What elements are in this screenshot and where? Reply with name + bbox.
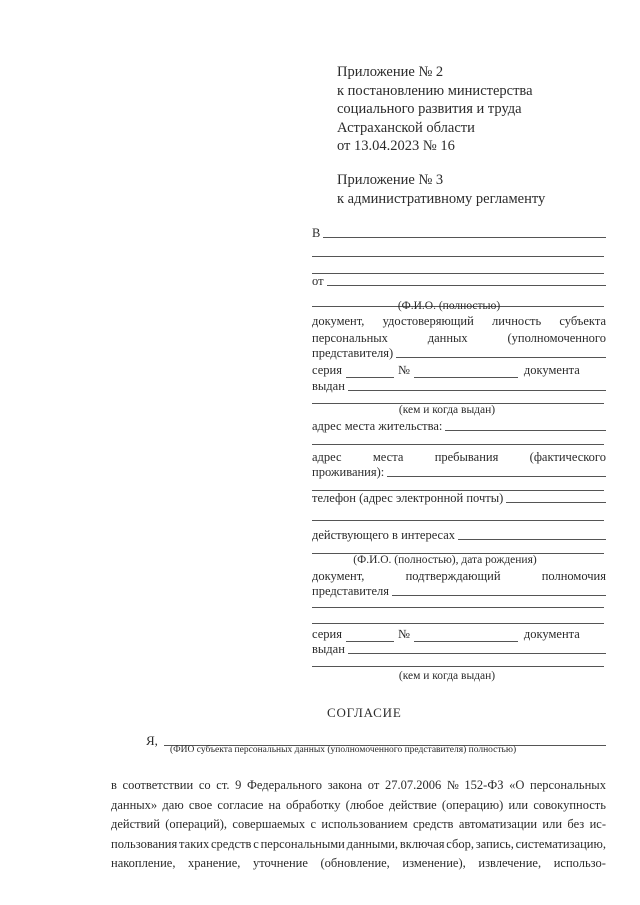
rep-doc-line-1 xyxy=(312,569,606,584)
number-label: № xyxy=(397,363,410,377)
number2-field[interactable] xyxy=(414,630,518,642)
header-line: от 13.04.2023 № 16 xyxy=(337,138,455,154)
from-label: от xyxy=(312,274,324,288)
addressee-field[interactable] xyxy=(323,236,606,238)
word: в xyxy=(111,778,117,792)
issued2-caption: (кем и когда выдан) xyxy=(398,670,496,682)
word: накопление, xyxy=(111,856,176,870)
word: места xyxy=(372,450,404,464)
word: извлечение, xyxy=(478,856,542,870)
word: ст. xyxy=(216,778,230,792)
blank-line[interactable] xyxy=(312,444,604,445)
rep-doc-label: представителя xyxy=(312,584,389,598)
word: закона xyxy=(327,778,363,792)
word: сбор, xyxy=(446,836,474,851)
word: персональными xyxy=(260,836,345,851)
document-label: документа xyxy=(523,363,580,377)
phone-field[interactable] xyxy=(506,501,606,503)
issued-label: выдан xyxy=(312,379,345,393)
id-doc-field[interactable] xyxy=(396,356,606,358)
word: 152-ФЗ xyxy=(464,778,504,792)
word: адрес xyxy=(312,450,342,464)
body-line xyxy=(111,835,606,855)
word: средств xyxy=(211,836,252,851)
residence-row xyxy=(312,419,606,434)
consent-title: СОГЛАСИЕ xyxy=(327,705,402,720)
word: «О xyxy=(509,778,525,792)
series-row xyxy=(312,363,606,378)
id-doc-line-1 xyxy=(312,314,606,329)
header-line: Приложение № 2 xyxy=(337,64,444,80)
addressee-row xyxy=(312,226,606,241)
ya-label: Я, xyxy=(146,733,158,748)
word: ис- xyxy=(589,817,606,831)
word: действий xyxy=(111,817,160,831)
blank-line[interactable] xyxy=(312,666,604,667)
word: документ, xyxy=(312,314,365,328)
word: полномочия xyxy=(541,569,606,583)
word: (уполномоченного xyxy=(507,331,606,345)
word: обработку xyxy=(285,797,341,812)
word: даю xyxy=(162,797,184,812)
word: систематизацию, xyxy=(515,836,606,851)
word: использованием xyxy=(321,817,408,831)
body-line xyxy=(111,776,606,796)
issued2-field[interactable] xyxy=(348,652,606,654)
body-line xyxy=(111,796,606,816)
series2-row xyxy=(312,627,606,642)
document2-label: документа xyxy=(523,627,580,641)
body-line xyxy=(111,854,606,874)
number2-label: № xyxy=(397,627,410,641)
id-doc-line-2 xyxy=(312,331,606,346)
representative-row xyxy=(312,346,606,361)
word: согласие xyxy=(217,797,264,812)
blank-line[interactable] xyxy=(312,520,604,521)
header-line: Астраханской области xyxy=(337,119,475,136)
stay-line-1 xyxy=(312,450,606,465)
word: Федерального xyxy=(247,778,323,792)
word: субъекта xyxy=(559,314,606,328)
rep-doc-row xyxy=(312,584,606,599)
representative-label: представителя) xyxy=(312,346,394,360)
body-line xyxy=(111,815,606,835)
word: пребывания xyxy=(434,450,499,464)
word: со xyxy=(198,778,211,792)
word: пользования xyxy=(111,836,178,851)
number-field[interactable] xyxy=(414,366,518,378)
word: изменение), xyxy=(402,856,466,870)
word: соответствии xyxy=(122,778,194,792)
series-field[interactable] xyxy=(346,366,394,378)
word: от xyxy=(367,778,380,792)
acting-field[interactable] xyxy=(458,538,606,540)
word: уточнение xyxy=(252,856,308,870)
word: (операцию) xyxy=(441,797,504,812)
addressee-label: В xyxy=(312,226,321,240)
word: данных» xyxy=(111,797,158,812)
series2-field[interactable] xyxy=(346,630,394,642)
word: личность xyxy=(492,314,542,328)
word: без xyxy=(567,817,585,831)
word: (фактического xyxy=(529,450,606,464)
issued2-row xyxy=(312,642,606,657)
word: действие xyxy=(388,797,437,812)
stay-label: проживания): xyxy=(312,465,385,479)
blank-line[interactable] xyxy=(312,607,604,608)
issued-row xyxy=(312,379,606,394)
word: персональных xyxy=(530,778,606,792)
word: данными, xyxy=(346,836,399,851)
word: данных xyxy=(427,331,468,345)
blank-line[interactable] xyxy=(312,623,604,624)
word: автоматизации xyxy=(458,817,538,831)
residence-label: адрес места жительства: xyxy=(312,419,443,433)
header-line: Приложение № 3 xyxy=(337,172,444,188)
word: запись, xyxy=(475,836,514,851)
acting-label: действующего в интересах xyxy=(312,528,456,542)
acting-row xyxy=(312,528,606,543)
word: (обновление, xyxy=(320,856,390,870)
word: 9 xyxy=(235,778,242,792)
rep-caption: (Ф.И.О. (полностью), дата рождения) xyxy=(353,554,537,566)
from-row xyxy=(312,274,606,289)
fio-caption: (Ф.И.О. (полностью) xyxy=(397,300,501,312)
word: персональных xyxy=(312,331,388,345)
word: или xyxy=(542,817,563,831)
header-line: социального развития и труда xyxy=(337,101,522,117)
header-line: к постановлению министерства xyxy=(337,82,533,99)
word: № xyxy=(446,778,459,792)
issued-caption: (кем и когда выдан) xyxy=(398,404,496,416)
appendix-2-header xyxy=(337,63,607,156)
word: на xyxy=(268,797,281,812)
word: подтверждающий xyxy=(405,569,501,583)
word: совокупность xyxy=(533,797,606,812)
consent-body xyxy=(111,776,606,874)
series2-label: серия xyxy=(312,627,342,641)
word: таких xyxy=(179,836,210,851)
from-field[interactable] xyxy=(327,284,606,286)
word: включая xyxy=(399,836,445,851)
word: 27.07.2006 xyxy=(384,778,442,792)
word: совершаемых xyxy=(232,817,306,831)
word: с xyxy=(253,836,259,851)
word: свое xyxy=(188,797,213,812)
word: хранение, xyxy=(188,856,241,870)
blank-line[interactable] xyxy=(312,256,604,257)
word: или xyxy=(508,797,529,812)
word: средств xyxy=(412,817,454,831)
word: (любое xyxy=(345,797,384,812)
phone-row xyxy=(312,491,606,506)
header-line: к административному регламенту xyxy=(337,190,546,207)
series-label: серия xyxy=(312,363,342,377)
word: с xyxy=(310,817,317,831)
residence-field[interactable] xyxy=(445,429,606,431)
appendix-3-header xyxy=(337,171,617,208)
word: (операций), xyxy=(165,817,228,831)
stay-row xyxy=(312,465,606,480)
phone-label: телефон (адрес электронной почты) xyxy=(312,491,504,505)
issued2-label: выдан xyxy=(312,642,345,656)
stay-field[interactable] xyxy=(387,475,606,477)
word: документ, xyxy=(312,569,365,583)
issued-field[interactable] xyxy=(348,389,606,391)
word: удостоверяющий xyxy=(382,314,474,328)
rep-doc-field[interactable] xyxy=(392,594,606,596)
subject-caption: (ФИО субъекта персональных данных (уполномоченного представителя) полностью) xyxy=(170,745,517,755)
word: использо- xyxy=(553,856,606,870)
